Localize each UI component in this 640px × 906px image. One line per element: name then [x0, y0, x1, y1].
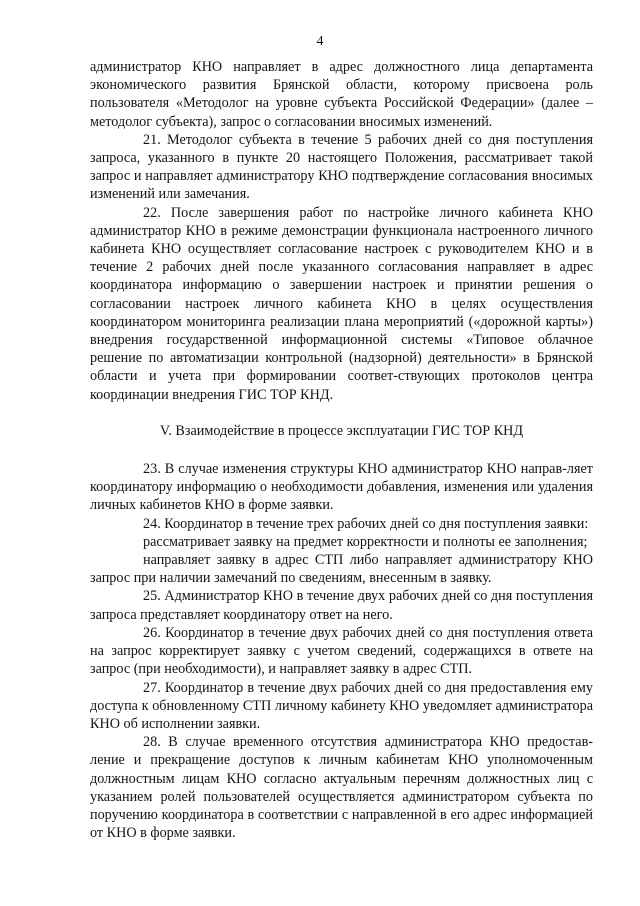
- paragraph-23: 23. В случае изменения структуры КНО администратор КНО направ-ляет координатору информацию о необходимости добавления, изменения или удаления личных кабинетов КНО в форме заявки.: [90, 461, 593, 514]
- paragraph-28: 28. В случае временного отсутствия администратора КНО предостав-ление и прекращение доступов к личным кабинетам КНО уполномоченным должностным лицам КНО согласно актуальным перечням должностных лиц с указанием ролей пользователей осуществляется администратором субъекта по поручению координатора в соответствии с направленной в его адрес информацией от КНО в форме заявки.: [90, 734, 593, 842]
- document-body: [90, 58, 593, 842]
- paragraph-26: 26. Координатор в течение двух рабочих дней со дня поступления ответа на запрос корректирует заявку с учетом сведений, содержащихся в ответе на запрос (при необходимости), и направляет заявку в адрес СТП.: [90, 624, 593, 678]
- paragraph-21: 21. Методолог субъекта в течение 5 рабочих дней со дня поступления запроса, указанного в пункте 20 настоящего Положения, рассматривает такой запрос и направляет администратору КНО подтверждение согласования вносимых изменений или замечания.: [90, 131, 593, 203]
- section-heading: V. Взаимодействие в процессе эксплуатации ГИС ТОР КНД: [159, 422, 524, 439]
- paragraph-22: 22. После завершения работ по настройке личного кабинета КНО администратор КНО в режиме демонстрации функционала настроенного личного кабинета КНО осуществляет согласование настроек с руководителем КНО и в течение 2 рабочих дней после указанного согласования направляет в адрес координатора информацию о завершении настроек и принятии решения о согласовании настроек личного кабинета КНО в целях осуществления координатором мониторинга реализации плана мероприятий («дорожной карты») внедрения государственной информационной системы «Типовое облачное решение по автоматизации контрольной (надзорной) деятельности» в Брянской области и учета при формировании соответ-ствующих протоколов центра координации внедрения ГИС ТОР КНД.: [90, 204, 593, 403]
- paragraph-27: 27. Координатор в течение двух рабочих дней со дня предоставления ему доступа к обновленному СТП личному кабинету КНО уведомляет администратора КНО об исполнении заявки.: [90, 679, 593, 732]
- paragraph-24: 24. Координатор в течение трех рабочих дней со дня поступления заявки:: [143, 515, 589, 532]
- page-number: 4: [316, 34, 324, 49]
- paragraph-24-item-2: направляет заявку в адрес СТП либо направляет администратору КНО запрос при наличии замечаний по сведениям, внесенным в заявку.: [90, 552, 593, 587]
- paragraph-24-item-1: рассматривает заявку на предмет корректности и полноты ее заполнения;: [143, 533, 588, 550]
- paragraph-continuation: администратор КНО направляет в адрес должностного лица департамента экономического развития Брянской области, которому присвоена роль пользователя «Методолог на уровне субъекта Российской Федерации» (далее – методолог субъекта), запрос о согласовании вносимых изменений.: [90, 59, 593, 130]
- paragraph-25: 25. Администратор КНО в течение двух рабочих дней со дня поступления запроса представляет координатору ответ на него.: [90, 588, 593, 623]
